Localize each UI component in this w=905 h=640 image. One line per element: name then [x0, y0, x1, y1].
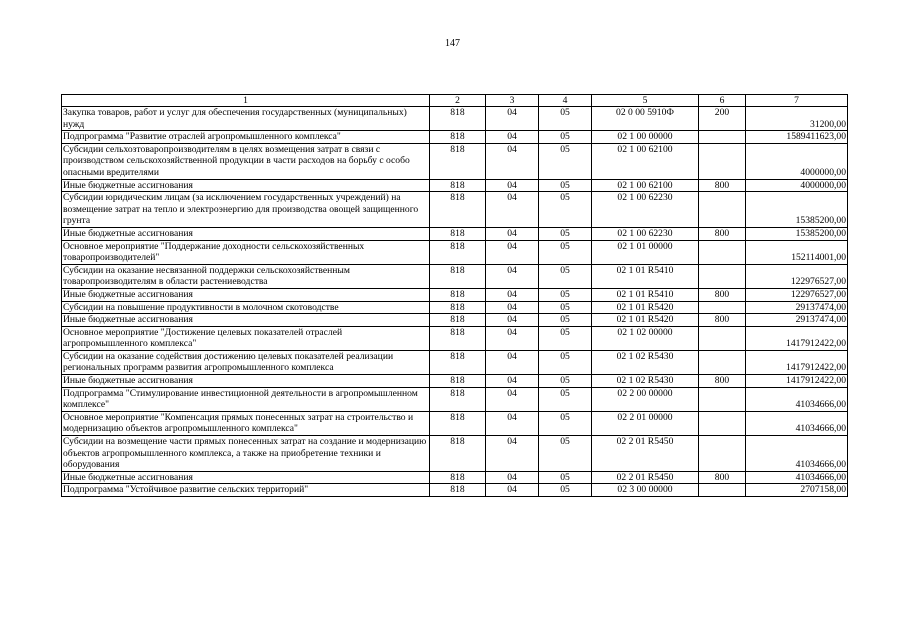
row-name: Иные бюджетные ассигнования [62, 288, 430, 301]
row-section-code: 04 [486, 143, 539, 179]
row-expense-type-code [699, 436, 746, 472]
row-amount: 41034666,00 [746, 471, 848, 484]
row-name: Иные бюджетные ассигнования [62, 375, 430, 388]
table-row [62, 288, 848, 301]
column-header: 5 [592, 95, 699, 107]
row-target-code: 02 1 01 R5420 [592, 314, 699, 327]
row-target-code: 02 1 00 00000 [592, 131, 699, 144]
row-subsection-code: 05 [539, 131, 592, 144]
row-expense-type-code: 800 [699, 227, 746, 240]
row-section-code: 04 [486, 131, 539, 144]
row-amount: 4000000,00 [746, 143, 848, 179]
page-number: 147 [445, 38, 460, 49]
row-ministry-code: 818 [430, 375, 486, 388]
row-ministry-code: 818 [430, 264, 486, 288]
row-section-code: 04 [486, 314, 539, 327]
row-ministry-code: 818 [430, 411, 486, 435]
row-ministry-code: 818 [430, 107, 486, 131]
row-ministry-code: 818 [430, 326, 486, 350]
row-expense-type-code [699, 240, 746, 264]
row-expense-type-code: 200 [699, 107, 746, 131]
table-row [62, 179, 848, 192]
row-target-code: 02 1 00 62100 [592, 143, 699, 179]
row-subsection-code: 05 [539, 484, 592, 497]
row-expense-type-code: 800 [699, 288, 746, 301]
row-expense-type-code [699, 326, 746, 350]
row-section-code: 04 [486, 179, 539, 192]
row-ministry-code: 818 [430, 131, 486, 144]
row-amount: 31200,00 [746, 107, 848, 131]
row-subsection-code: 05 [539, 107, 592, 131]
row-section-code: 04 [486, 436, 539, 472]
row-subsection-code: 05 [539, 288, 592, 301]
row-target-code: 02 1 00 62230 [592, 192, 699, 228]
row-amount: 4000000,00 [746, 179, 848, 192]
table-row [62, 227, 848, 240]
row-section-code: 04 [486, 301, 539, 314]
row-ministry-code: 818 [430, 227, 486, 240]
row-ministry-code: 818 [430, 192, 486, 228]
table-row [62, 143, 848, 179]
row-name: Закупка товаров, работ и услуг для обеспечения государственных (муниципальных) нужд [62, 107, 430, 131]
row-amount: 29137474,00 [746, 314, 848, 327]
row-expense-type-code [699, 387, 746, 411]
row-amount: 15385200,00 [746, 192, 848, 228]
table-row [62, 314, 848, 327]
row-amount: 41034666,00 [746, 411, 848, 435]
row-ministry-code: 818 [430, 301, 486, 314]
row-target-code: 02 2 01 R5450 [592, 471, 699, 484]
row-expense-type-code [699, 264, 746, 288]
column-header: 3 [486, 95, 539, 107]
row-ministry-code: 818 [430, 314, 486, 327]
row-target-code: 02 2 01 R5450 [592, 436, 699, 472]
row-amount: 1417912422,00 [746, 375, 848, 388]
row-expense-type-code [699, 484, 746, 497]
row-amount: 41034666,00 [746, 387, 848, 411]
row-amount: 122976527,00 [746, 264, 848, 288]
row-section-code: 04 [486, 288, 539, 301]
table-row [62, 375, 848, 388]
table-row [62, 471, 848, 484]
row-section-code: 04 [486, 411, 539, 435]
row-subsection-code: 05 [539, 387, 592, 411]
row-name: Субсидии на оказание содействия достижению целевых показателей реализации региональных программ развития агропромышленного комплекса [62, 350, 430, 374]
row-section-code: 04 [486, 387, 539, 411]
row-subsection-code: 05 [539, 143, 592, 179]
table-row [62, 131, 848, 144]
column-header: 1 [62, 95, 430, 107]
row-amount: 41034666,00 [746, 436, 848, 472]
row-target-code: 02 1 02 R5430 [592, 375, 699, 388]
row-target-code: 02 2 00 00000 [592, 387, 699, 411]
row-amount: 2707158,00 [746, 484, 848, 497]
row-ministry-code: 818 [430, 387, 486, 411]
row-target-code: 02 3 00 00000 [592, 484, 699, 497]
row-subsection-code: 05 [539, 227, 592, 240]
row-expense-type-code [699, 192, 746, 228]
row-name: Субсидии сельхозтоваропроизводителям в целях возмещения затрат в связи с производством сельскохозяйственной продукции в части расходов на борьбу с особо опасными вредителями [62, 143, 430, 179]
row-name: Подпрограмма "Развитие отраслей агропромышленного комплекса" [62, 131, 430, 144]
row-name: Подпрограмма "Устойчивое развитие сельских территорий" [62, 484, 430, 497]
row-name: Подпрограмма "Стимулирование инвестиционной деятельности в агропромышленном комплексе" [62, 387, 430, 411]
row-section-code: 04 [486, 326, 539, 350]
row-target-code: 02 2 01 00000 [592, 411, 699, 435]
row-ministry-code: 818 [430, 143, 486, 179]
row-section-code: 04 [486, 107, 539, 131]
row-name: Субсидии юридическим лицам (за исключением государственных учреждений) на возмещение затрат на тепло и электроэнергию для производства овощей защищенного грунта [62, 192, 430, 228]
row-amount: 122976527,00 [746, 288, 848, 301]
row-target-code: 02 1 01 R5410 [592, 288, 699, 301]
column-header: 6 [699, 95, 746, 107]
row-subsection-code: 05 [539, 326, 592, 350]
row-name: Иные бюджетные ассигнования [62, 227, 430, 240]
table-body [62, 107, 848, 497]
row-ministry-code: 818 [430, 179, 486, 192]
row-subsection-code: 05 [539, 314, 592, 327]
row-name: Основное мероприятие "Достижение целевых показателей отраслей агропромышленного комплекса" [62, 326, 430, 350]
row-subsection-code: 05 [539, 240, 592, 264]
table-row [62, 484, 848, 497]
row-expense-type-code: 800 [699, 375, 746, 388]
table-row [62, 107, 848, 131]
row-expense-type-code [699, 131, 746, 144]
row-section-code: 04 [486, 471, 539, 484]
table-row [62, 350, 848, 374]
row-name: Иные бюджетные ассигнования [62, 314, 430, 327]
row-amount: 29137474,00 [746, 301, 848, 314]
row-name: Субсидии на оказание несвязанной поддержки сельскохозяйственным товаропроизводителям в области растениеводства [62, 264, 430, 288]
row-amount: 1417912422,00 [746, 350, 848, 374]
row-ministry-code: 818 [430, 350, 486, 374]
row-section-code: 04 [486, 192, 539, 228]
column-header: 7 [746, 95, 848, 107]
row-expense-type-code [699, 143, 746, 179]
row-expense-type-code [699, 350, 746, 374]
row-expense-type-code: 800 [699, 179, 746, 192]
table-row [62, 436, 848, 472]
row-expense-type-code [699, 411, 746, 435]
row-subsection-code: 05 [539, 350, 592, 374]
row-name: Основное мероприятие "Компенсация прямых понесенных затрат на строительство и модернизацию объектов агропромышленного комплекса" [62, 411, 430, 435]
row-ministry-code: 818 [430, 240, 486, 264]
row-name: Иные бюджетные ассигнования [62, 179, 430, 192]
row-amount: 1589411623,00 [746, 131, 848, 144]
column-header: 2 [430, 95, 486, 107]
row-name: Субсидии на повышение продуктивности в молочном скотоводстве [62, 301, 430, 314]
row-expense-type-code [699, 301, 746, 314]
row-subsection-code: 05 [539, 471, 592, 484]
row-name: Основное мероприятие "Поддержание доходности сельскохозяйственных товаропроизводителей" [62, 240, 430, 264]
row-subsection-code: 05 [539, 375, 592, 388]
row-target-code: 02 1 00 62100 [592, 179, 699, 192]
row-subsection-code: 05 [539, 192, 592, 228]
row-name: Субсидии на возмещение части прямых понесенных затрат на создание и модернизацию объектов агропромышленного комплекса, а также на приобретение техники и оборудования [62, 436, 430, 472]
table-row [62, 240, 848, 264]
row-expense-type-code: 800 [699, 471, 746, 484]
row-section-code: 04 [486, 484, 539, 497]
row-target-code: 02 1 01 00000 [592, 240, 699, 264]
row-section-code: 04 [486, 264, 539, 288]
column-header: 4 [539, 95, 592, 107]
row-ministry-code: 818 [430, 484, 486, 497]
row-name: Иные бюджетные ассигнования [62, 471, 430, 484]
row-target-code: 02 1 00 62230 [592, 227, 699, 240]
row-subsection-code: 05 [539, 411, 592, 435]
row-section-code: 04 [486, 375, 539, 388]
row-subsection-code: 05 [539, 436, 592, 472]
table-row [62, 411, 848, 435]
row-target-code: 02 0 00 5910Ф [592, 107, 699, 131]
row-subsection-code: 05 [539, 301, 592, 314]
row-subsection-code: 05 [539, 264, 592, 288]
row-section-code: 04 [486, 240, 539, 264]
table-row [62, 264, 848, 288]
row-ministry-code: 818 [430, 288, 486, 301]
row-expense-type-code: 800 [699, 314, 746, 327]
budget-table [61, 94, 848, 497]
row-amount: 1417912422,00 [746, 326, 848, 350]
row-section-code: 04 [486, 350, 539, 374]
row-target-code: 02 1 01 R5410 [592, 264, 699, 288]
row-subsection-code: 05 [539, 179, 592, 192]
row-section-code: 04 [486, 227, 539, 240]
row-target-code: 02 1 01 R5420 [592, 301, 699, 314]
row-ministry-code: 818 [430, 436, 486, 472]
table-header-row [62, 95, 848, 107]
table-row [62, 192, 848, 228]
row-target-code: 02 1 02 00000 [592, 326, 699, 350]
table-row [62, 301, 848, 314]
table-row [62, 387, 848, 411]
table-row [62, 326, 848, 350]
row-amount: 15385200,00 [746, 227, 848, 240]
row-target-code: 02 1 02 R5430 [592, 350, 699, 374]
row-ministry-code: 818 [430, 471, 486, 484]
row-amount: 152114001,00 [746, 240, 848, 264]
